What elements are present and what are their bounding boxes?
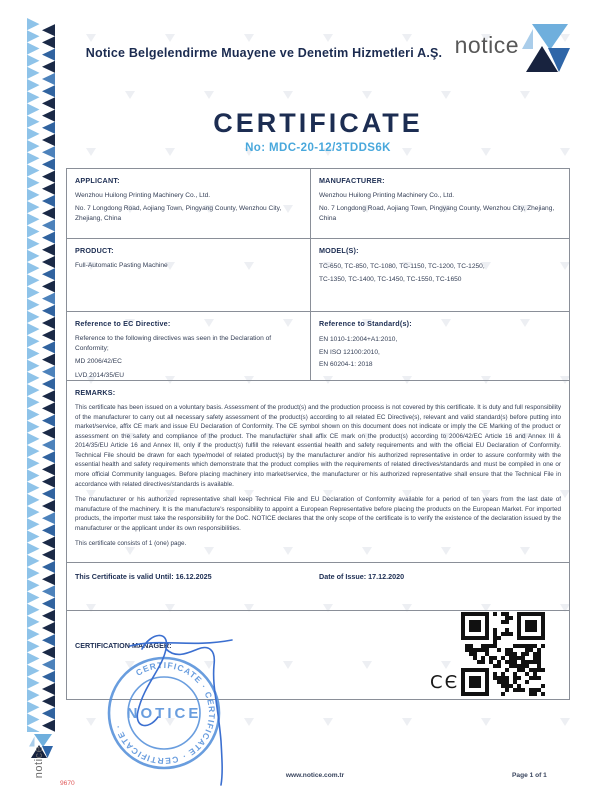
- footer-website: www.notice.com.tr: [285, 772, 345, 779]
- applicant-address: No. 7 Longdong Road, Aojiang Town, Pingyang County, Wenzhou City, Zhejiang, China: [75, 205, 282, 223]
- models-line: TC-1350, TC-1400, TC-1450, TC-1550, TC-1650: [319, 275, 462, 283]
- valid-until-label: This Certificate is valid Until:: [75, 572, 174, 581]
- validity-cell: [67, 563, 569, 590]
- ec-directive-intro: Reference to the following directives was seen in the Declaration of Conformity;: [75, 335, 272, 353]
- applicant-label: APPLICANT:: [75, 176, 120, 185]
- row-directive-standards: [67, 312, 569, 381]
- standard-item: EN 1010-1:2004+A1:2010,: [319, 336, 398, 343]
- stamp-center-text: NOTICE: [126, 705, 202, 722]
- header-company-name: Notice Belgelendirme Muayene ve Denetim Hizmetleri A.Ş.: [85, 46, 443, 60]
- qr-code: [461, 612, 545, 696]
- footer-page-number: Page 1 of 1: [512, 772, 547, 779]
- certificate-number: No: MDC-20-12/3TDDS6K: [245, 142, 391, 154]
- product-cell: [67, 239, 311, 311]
- triangle-border-strip: [26, 18, 56, 732]
- manufacturer-label: MANUFACTURER:: [319, 176, 385, 185]
- remarks-label: REMARKS:: [75, 388, 116, 397]
- applicant-cell: [67, 169, 311, 238]
- standards-cell: [311, 312, 569, 380]
- date-of-issue-value: 17.12.2020: [368, 572, 405, 581]
- ce-mark-icon: CЄ: [430, 672, 460, 693]
- notice-logo-text: notice: [454, 31, 519, 58]
- approval-stamp: [90, 625, 290, 795]
- standard-item: EN ISO 12100:2010,: [319, 348, 380, 356]
- certification-manager-label: CERTIFICATION MANAGER:: [75, 641, 172, 650]
- ec-directive-label: Reference to EC Directive:: [75, 319, 171, 328]
- remarks-paragraph: The manufacturer or his authorized representative shall keep Technical File and EU Declaration of Conformity available for a period of ten years from the last date of manufacture of the machinery. It is the manufacture's responsibility to appoint a European Representative before placing the products on the European Market. For imported products, the importer must take the responsibility for the DoC. NOTICE declares that the only scope of the certificate is to verify the existence of the declaration issued by the manufacturer or the applicant under its own responsibilities.: [75, 496, 561, 532]
- row-applicant-manufacturer: [67, 169, 569, 239]
- standards-label: Reference to Standard(s):: [319, 319, 412, 328]
- stamp-ring-text: CERTIFICATE · CERTIFICATE · CERTIFICATE ·: [112, 659, 218, 767]
- footer-side-logo-text: notice: [33, 745, 45, 779]
- row-product-models: [67, 239, 569, 312]
- standard-item: EN 60204-1: 2018: [319, 361, 373, 369]
- applicant-name: Wenzhou Huilong Printing Machinery Co., Ltd.: [75, 192, 211, 199]
- models-line: TC-650, TC-850, TC-1080, TC-1150, TC-1200, TC-1250,: [319, 263, 485, 270]
- models-cell: [311, 239, 569, 311]
- footer-doc-number: 9670: [60, 780, 75, 787]
- remarks-cell: [67, 381, 569, 549]
- product-value: Full-Automatic Pasting Machine: [75, 262, 168, 269]
- manufacturer-name: Wenzhou Huilong Printing Machinery Co., Ltd.: [319, 192, 455, 199]
- ec-directive-cell: [67, 312, 311, 380]
- manufacturer-address: No. 7 Longdong Road, Aojiang Town, Pingyang County, Wenzhou City, Zhejiang, China: [319, 205, 555, 223]
- remarks-paragraph: This certificate consists of 1 (one) page.: [75, 540, 187, 548]
- remarks-paragraph: This certificate has been issued on a voluntary basis. Assessment of the product(s) and the production process is not covered by this certificate. It is duty and full responsibility of the manufacturer to carry out all necessary safety assessment of the product(s) according to all related EC Directive(s), relevant and valid standard(s) before putting into market/service, affix CE mark and issue EU Declaration of Conformity. The CE symbol shown on this document does not indicate or imply the CE Marking of the product or assessment on the safety and compliance of the product. The manufacturer shall affix CE mark on the product(s) according to 2006/42/EC Article 16 and Annex III & 2014/35/EU Article 16 and Annex III, only if the product(s) fulfill the relevant essential health and safety requirements and with the official EU Declaration of Conformity. Technical File should be drawn for each type/model of related product(s) by the manufacturer and/or his authorized representative in order to assure conformity with the essential health and safety requirements which demonstrate that the product complies with the requirements of related directives/standards and must be compiled in one or more official Community languages. Before placing machinery into market/service, the manufacturer or his authorized representative shall ensure that the Technical File in accordance with related directives/standards is available.: [75, 404, 561, 488]
- date-of-issue-label: Date of Issue:: [319, 572, 367, 581]
- ec-directive-item: MD 2006/42/EC: [75, 358, 122, 366]
- manufacturer-cell: [311, 169, 569, 238]
- row-validity: [67, 563, 569, 611]
- certificate-title: CERTIFICATE: [213, 108, 423, 138]
- models-label: MODEL(S):: [319, 246, 359, 255]
- notice-logo-mark-icon: [520, 22, 570, 74]
- ec-directive-item: LVD 2014/35/EU: [75, 371, 124, 379]
- valid-until-value: 16.12.2025: [175, 572, 212, 581]
- product-label: PRODUCT:: [75, 246, 114, 255]
- notice-logo: [455, 22, 570, 74]
- row-remarks: [67, 381, 569, 563]
